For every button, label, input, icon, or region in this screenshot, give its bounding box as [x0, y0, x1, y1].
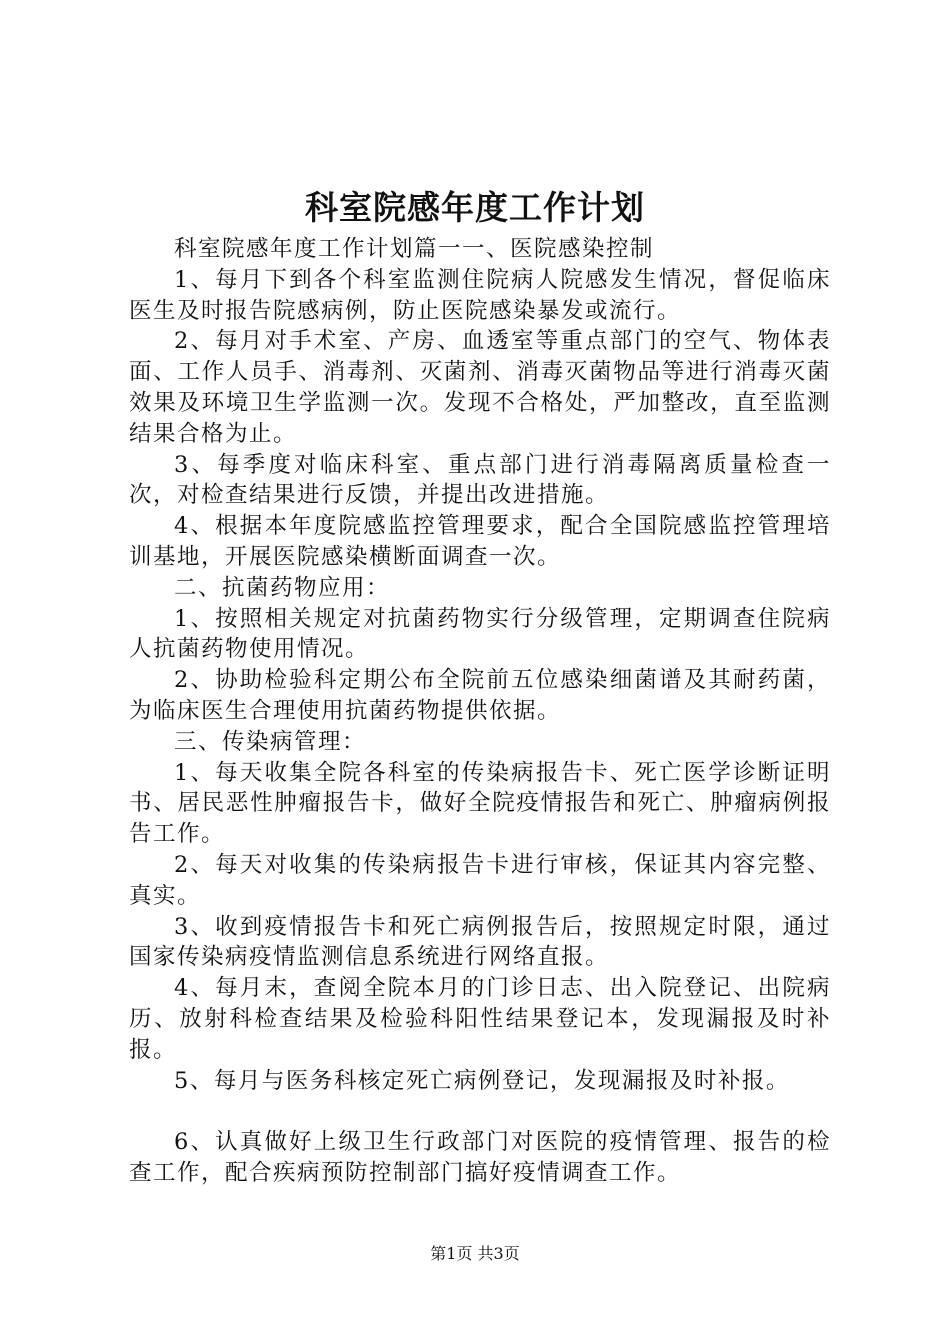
paragraph-3-2: 2、每天对收集的传染病报告卡进行审核，保证其内容完整、真实。 [129, 851, 831, 909]
paragraph-intro: 科室院感年度工作计划篇一一、医院感染控制 [174, 236, 655, 262]
blank-line [129, 1096, 831, 1127]
paragraph-1-2: 2、每月对手术室、产房、血透室等重点部门的空气、物体表面、工作人员手、消毒剂、灭菌剂、消毒灭菌物品等进行消毒灭菌效果及环境卫生学监测一次。发现不合格处，严加整改，直至监测结果合格为止。 [129, 328, 831, 447]
paragraph-3-4: 4、每月末，查阅全院本月的门诊日志、出入院登记、出院病历、放射科检查结果及检验科阳性结果登记本，发现漏报及时补报。 [129, 975, 831, 1063]
paragraph-3-1: 1、每天收集全院各科室的传染病报告卡、死亡医学诊断证明书、居民恶性肿瘤报告卡，做好全院疫情报告和死亡、肿瘤病例报告工作。 [129, 759, 831, 848]
document-body [129, 234, 831, 1189]
page-footer: 第1页 共3页 [430, 1244, 520, 1263]
paragraph-1-4: 4、根据本年度院感监控管理要求，配合全国院感监控管理培训基地，开展医院感染横断面调查一次。 [129, 513, 831, 570]
paragraph-3-5: 5、每月与医务科核定死亡病例登记，发现漏报及时补报。 [174, 1067, 790, 1094]
paragraph-1-3: 3、每季度对临床科室、重点部门进行消毒隔离质量检查一次，对检查结果进行反馈，并提出改进措施。 [129, 451, 831, 509]
paragraph-3-6: 6、认真做好上级卫生行政部门对医院的疫情管理、报告的检查工作，配合疾病预防控制部门搞好疫情调查工作。 [129, 1129, 831, 1186]
paragraph-1-1: 1、每月下到各个科室监测住院病人院感发生情况，督促临床医生及时报告院感病例，防止医院感染暴发或流行。 [129, 266, 831, 324]
section-heading-3: 三、传染病管理： [174, 728, 367, 755]
paragraph-2-2: 2、协助检验科定期公布全院前五位感染细菌谱及其耐药菌，为临床医生合理使用抗菌药物提供依据。 [129, 667, 831, 724]
document-title: 科室院感年度工作计划 [305, 188, 645, 227]
paragraph-2-1: 1、按照相关规定对抗菌药物实行分级管理，定期调查住院病人抗菌药物使用情况。 [129, 605, 831, 663]
paragraph-3-3: 3、收到疫情报告卡和死亡病例报告后，按照规定时限，通过国家传染病疫情监测信息系统进行网络直报。 [129, 913, 831, 971]
section-heading-2: 二、抗菌药物应用： [174, 574, 391, 601]
